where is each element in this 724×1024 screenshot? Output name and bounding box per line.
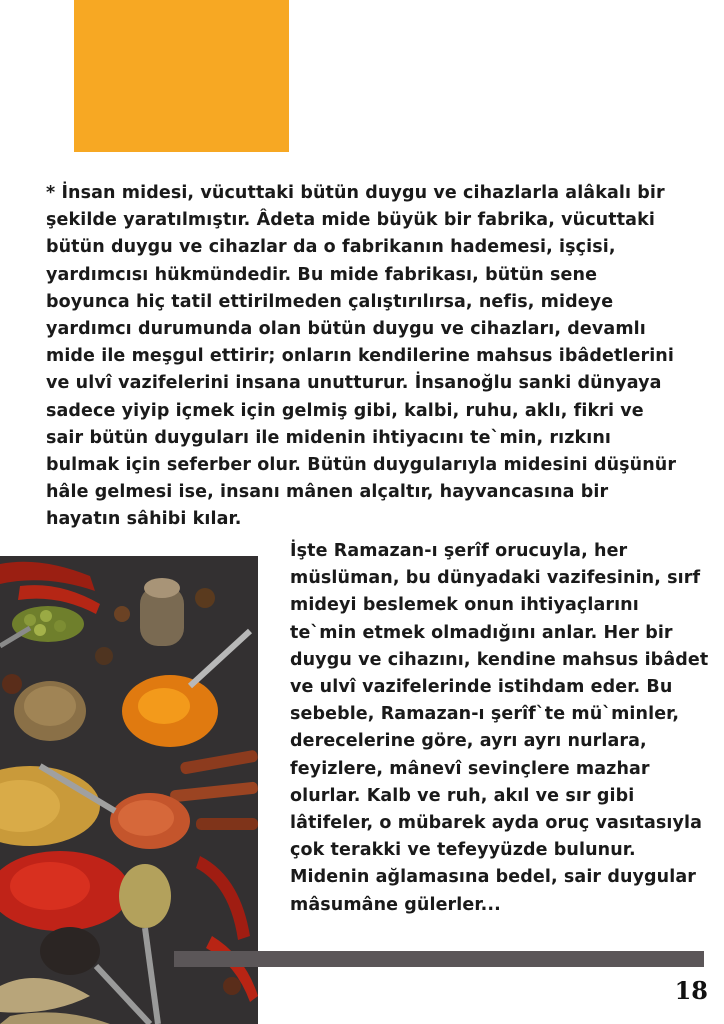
orange-accent-block	[74, 0, 289, 152]
decorative-gray-bar	[174, 951, 704, 967]
side-paragraph: İşte Ramazan-ı şerîf orucuyla, her müslüman, bu dünyadaki vazifesinin, sırf mideyi beslemek onun ihtiyaçlarını te`min etmek olmadığını anlar. Her bir duygu ve cihazını, kendine mahsus ibâdet ve ulvî vazifelerinde istihdam eder. Bu sebeble, Ramazan-ı şerîf`te mü`minler, derecelerine göre, ayrı ayrı nurlara, feyizlere, mânevî sevinçlere mazhar olurlar. Kalb ve ruh, akıl ve sır gibi lâtifeler, o mübarek ayda oruç vasıtasıyla çok terakki ve tefeyyüzde bulunur. Midenin ağlamasına bedel, sair duygular mâsumâne gülerler...	[290, 541, 709, 915]
page-number: 18	[674, 976, 708, 1005]
main-paragraph: * İnsan midesi, vücuttaki bütün duygu ve cihazlarla alâkalı bir şekilde yaratılmıştır. Âdeta mide büyük bir fabrika, vücuttaki bütün duygu ve cihazlar da o fabrikanın hademesi, işçisi, yardımcısı hükmündedir. Bu mide fabrikası, bütün sene boyunca hiç tatil ettirilmeden çalıştırılırsa, nefis, mideye yardımcı durumunda olan bütün duygu ve cihazları, devamlı mide ile meşgul ettirir; onların kendilerine mahsus ibâdetlerini ve ulvî vazifelerini insana unutturur. İnsanoğlu sanki dünyaya sadece yiyip içmek için gelmiş gibi, kalbi, ruhu, aklı, fikri ve sair bütün duyguları ile midenin ihtiyacını te`min, rızkını bulmak için seferber olur. Bütün duygularıyla midesini düşünür hâle gelmesi ise, insanı mânen alçaltır, hayvancasına bir hayatın sâhibi kılar.	[46, 183, 677, 530]
